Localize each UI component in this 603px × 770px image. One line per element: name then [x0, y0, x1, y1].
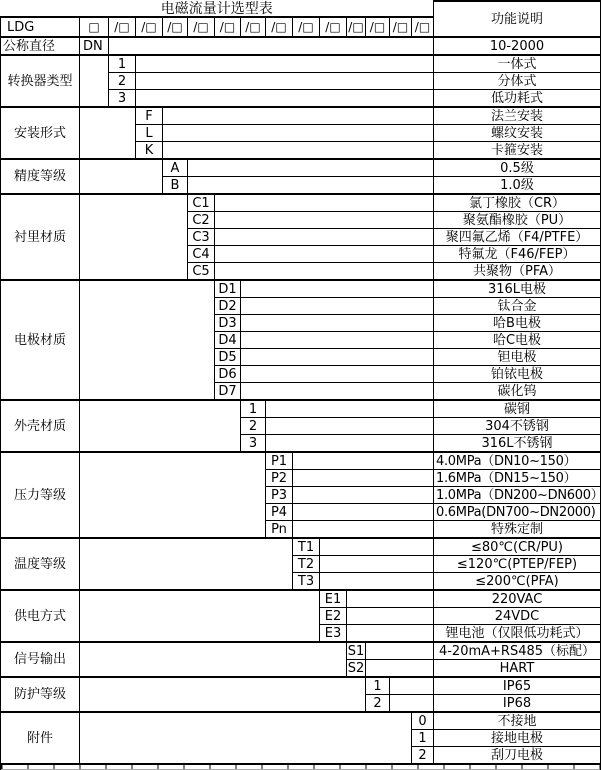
desc-cell: ≤120℃(PTEP/FEP)	[434, 556, 601, 573]
spacer-cell	[215, 194, 434, 212]
spacer-cell	[215, 212, 434, 229]
section-label: 衬里材质	[1, 194, 80, 280]
code-cell: F	[136, 107, 163, 125]
desc-cell: 碳化钨	[434, 383, 601, 401]
desc-cell: 聚四氟乙烯（F4/PTFE）	[434, 229, 601, 246]
desc-cell: 1.0MPa（DN200~DN600）	[434, 487, 601, 504]
code-slot: /□	[412, 17, 434, 37]
desc-cell: 卡箍安装	[434, 142, 601, 160]
spacer-cell	[215, 229, 434, 246]
spacer-cell	[163, 125, 434, 142]
code-cell: 2	[241, 418, 266, 435]
spacer-cell	[136, 55, 434, 73]
spacer-cell	[347, 590, 434, 608]
desc-cell: 特殊定制	[434, 521, 601, 539]
code-cell: 1	[109, 55, 136, 73]
spacer-cell	[347, 608, 434, 625]
spacer-cell	[241, 332, 434, 349]
spacer-cell	[80, 400, 241, 452]
desc-cell: 不接地	[434, 712, 601, 730]
table-row	[1, 642, 601, 660]
table-row	[1, 55, 601, 73]
desc-cell: 接地电极	[434, 730, 601, 747]
spacer-cell	[366, 660, 434, 678]
code-cell: D6	[215, 366, 241, 383]
desc-cell: 24VDC	[434, 608, 601, 625]
code-cell: T3	[293, 573, 320, 591]
desc-cell: 聚氨酯橡胶（PU）	[434, 212, 601, 229]
code-cell: DN	[80, 37, 109, 55]
code-cell: 1	[241, 400, 266, 418]
code-cell: E3	[320, 625, 347, 643]
code-cell: 2	[366, 695, 390, 713]
spacer-cell	[241, 298, 434, 315]
section-label: 附件	[1, 712, 80, 764]
spacer-cell	[241, 383, 434, 401]
table-row	[1, 590, 601, 608]
spacer-cell	[320, 556, 434, 573]
desc-cell: 共聚物（PFA）	[434, 263, 601, 281]
code-cell: L	[136, 125, 163, 142]
table-row	[1, 107, 601, 125]
desc-cell: ≤200℃(PFA)	[434, 573, 601, 591]
table-row	[1, 159, 601, 177]
code-cell: 0	[412, 712, 434, 730]
spacer-cell	[241, 366, 434, 383]
desc-cell: IP68	[434, 695, 601, 713]
section-label: 电极材质	[1, 280, 80, 400]
code-cell: A	[163, 159, 188, 177]
section-label: 外壳材质	[1, 400, 80, 452]
desc-cell: 4.0MPa（DN10~150）	[434, 452, 601, 470]
code-slot: /□	[366, 17, 390, 37]
desc-cell: 分体式	[434, 73, 601, 90]
section-label: 安装形式	[1, 107, 80, 159]
code-cell: 1	[412, 730, 434, 747]
desc-cell: 0.6MPa(DN700~DN2000)	[434, 504, 601, 521]
spacer-cell	[266, 435, 434, 453]
spacer-cell	[241, 349, 434, 366]
code-cell: Pn	[266, 521, 293, 539]
spacer-cell	[320, 573, 434, 591]
spacer-cell	[80, 107, 136, 159]
spacer-cell	[241, 280, 434, 298]
spacer-cell	[80, 55, 109, 107]
desc-cell: 铂铱电极	[434, 366, 601, 383]
spacer-cell	[109, 37, 434, 55]
spacer-cell	[293, 521, 434, 539]
section-label: 压力等级	[1, 452, 80, 538]
section-label: 信号输出	[1, 642, 80, 677]
table-row	[1, 712, 601, 730]
table-row	[1, 538, 601, 556]
spacer-cell	[80, 280, 215, 400]
code-slot: /□	[293, 17, 320, 37]
code-cell: T2	[293, 556, 320, 573]
desc-cell: 1.0级	[434, 177, 601, 195]
spacer-cell	[80, 677, 366, 712]
desc-cell: 氯丁橡胶（CR）	[434, 194, 601, 212]
desc-cell: 哈B电极	[434, 315, 601, 332]
code-cell: C1	[188, 194, 215, 212]
desc-cell: 钽电极	[434, 349, 601, 366]
code-slot: /□	[188, 17, 215, 37]
spacer-cell	[266, 418, 434, 435]
code-slot: /□	[215, 17, 241, 37]
function-column-header: 功能说明	[434, 1, 601, 37]
desc-cell: 螺纹安装	[434, 125, 601, 142]
section-label: 精度等级	[1, 159, 80, 194]
code-cell: K	[136, 142, 163, 160]
spacer-cell	[80, 712, 412, 764]
code-cell: D7	[215, 383, 241, 401]
code-cell: D1	[215, 280, 241, 298]
desc-cell: 法兰安装	[434, 107, 601, 125]
code-cell: C2	[188, 212, 215, 229]
code-cell: D5	[215, 349, 241, 366]
desc-cell: 锂电池（仅限低功耗式）	[434, 625, 601, 643]
spacer-cell	[80, 452, 266, 538]
desc-cell: 1.6MPa（DN15~150）	[434, 470, 601, 487]
spacer-cell	[188, 159, 434, 177]
table-row	[1, 37, 601, 55]
code-cell: 1	[366, 677, 390, 695]
desc-cell: 316L不锈钢	[434, 435, 601, 453]
code-slot: /□	[241, 17, 266, 37]
code-cell: T1	[293, 538, 320, 556]
desc-cell: 220VAC	[434, 590, 601, 608]
code-cell: C3	[188, 229, 215, 246]
spacer-cell	[266, 400, 434, 418]
section-label: 温度等级	[1, 538, 80, 590]
code-box: □	[80, 17, 109, 37]
desc-cell: ≤80℃(CR/PU)	[434, 538, 601, 556]
spacer-cell	[136, 73, 434, 90]
code-slot: /□	[109, 17, 136, 37]
spacer-cell	[390, 695, 434, 713]
code-cell: P1	[266, 452, 293, 470]
spacer-cell	[390, 677, 434, 695]
code-slot: /□	[266, 17, 293, 37]
code-cell: E1	[320, 590, 347, 608]
spacer-cell	[80, 159, 163, 194]
code-slot: /□	[320, 17, 347, 37]
desc-cell: 特氟龙（F46/FEP）	[434, 246, 601, 263]
desc-cell: IP65	[434, 677, 601, 695]
spacer-cell	[347, 625, 434, 643]
spacer-cell	[366, 642, 434, 660]
desc-cell: 刮刀电极	[434, 747, 601, 765]
code-slot: /□	[136, 17, 163, 37]
spacer-cell	[293, 470, 434, 487]
code-cell: P4	[266, 504, 293, 521]
desc-cell: 10-2000	[434, 37, 601, 55]
table-row	[1, 764, 601, 770]
desc-cell: 0.5级	[434, 159, 601, 177]
code-cell: C4	[188, 246, 215, 263]
section-label: 转换器类型	[1, 55, 80, 107]
code-cell: S2	[347, 660, 365, 676]
code-cell: 2	[412, 747, 434, 765]
section-label: 公称直径	[1, 37, 80, 55]
desc-cell: 哈C电极	[434, 332, 601, 349]
spacer-cell	[293, 487, 434, 504]
spacer-cell	[215, 263, 434, 281]
code-cell: 3	[241, 435, 266, 453]
desc-cell: 钛合金	[434, 298, 601, 315]
code-cell: D2	[215, 298, 241, 315]
desc-cell: 304不锈钢	[434, 418, 601, 435]
spacer-cell	[215, 246, 434, 263]
table-row	[1, 280, 601, 298]
table-row	[1, 400, 601, 418]
spacer-cell	[320, 538, 434, 556]
spacer-cell	[241, 315, 434, 332]
spacer-cell	[188, 177, 434, 195]
code-cell: C5	[188, 263, 215, 281]
spacer-cell	[80, 538, 293, 590]
spacer-cell	[163, 107, 434, 125]
section-label: 防护等级	[1, 677, 80, 712]
model-prefix-label: LDG	[1, 17, 80, 37]
desc-cell: 碳钢	[434, 400, 601, 418]
spacer-cell	[80, 642, 347, 677]
section-label: 供电方式	[1, 590, 80, 642]
code-slot: /□	[163, 17, 188, 37]
code-slot: /□	[347, 17, 366, 37]
code-cell: E2	[320, 608, 347, 625]
spacer-cell	[293, 452, 434, 470]
spacer-cell	[163, 142, 434, 160]
spacer-cell	[293, 504, 434, 521]
code-cell: 3	[109, 90, 136, 108]
table-row	[1, 452, 601, 470]
code-cell: S1	[347, 643, 365, 659]
table-row	[1, 677, 601, 695]
desc-cell: 316L电极	[434, 280, 601, 298]
code-cell: D3	[215, 315, 241, 332]
spacer-cell	[80, 590, 320, 642]
spacer-cell	[136, 90, 434, 108]
desc-cell: HART	[434, 660, 601, 678]
code-slot: /□	[390, 17, 412, 37]
partial-row-gridlines	[1, 764, 601, 770]
code-cell: P3	[266, 487, 293, 504]
desc-cell: 一体式	[434, 55, 601, 73]
page-title: 电磁流量计选型表	[1, 1, 434, 17]
desc-cell: 低功耗式	[434, 90, 601, 108]
table-row	[1, 1, 601, 17]
code-cell: 2	[109, 73, 136, 90]
desc-cell: 4-20mA+RS485（标配）	[434, 642, 601, 660]
spacer-cell	[80, 194, 188, 280]
code-cell: B	[163, 177, 188, 195]
code-cell: P2	[266, 470, 293, 487]
code-cell: D4	[215, 332, 241, 349]
table-row	[1, 194, 601, 212]
